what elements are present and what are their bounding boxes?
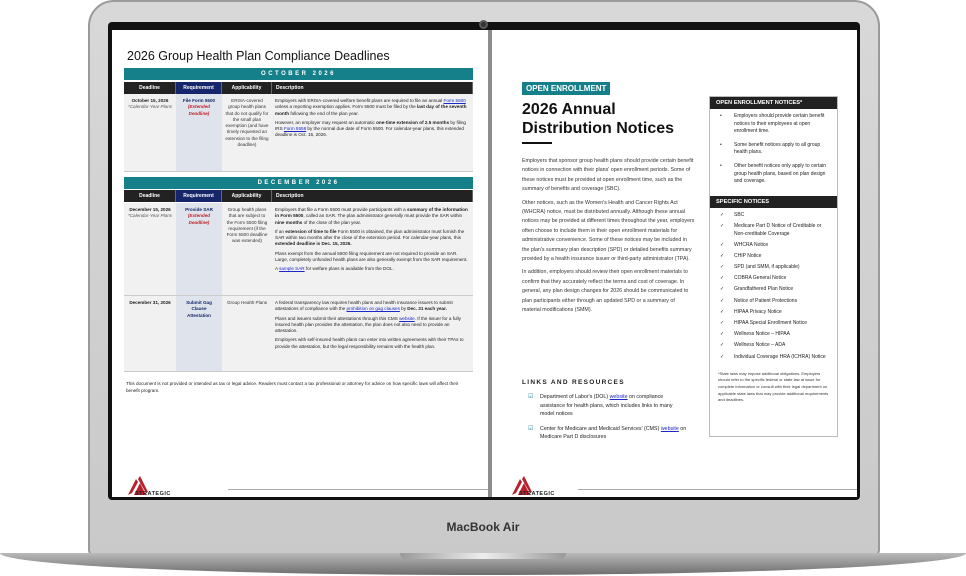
disclaimer: This document is not provided or intended as tax or legal advice. Readers must contact a tax professional or attorney for advice on how specific laws will affect their benefit program.	[126, 381, 459, 393]
bold-text: Dec. 31 each year.	[407, 306, 447, 312]
bullet-item	[720, 163, 829, 186]
strategic-logo	[510, 476, 570, 497]
checkmark-icon: ✓	[720, 308, 725, 315]
column-header: Requirement	[176, 82, 222, 94]
notice-text: SPD (and SMM, if applicable)	[734, 264, 800, 271]
bullet-text: Other benefit notices only apply to certain group health plans, based on plan design and coverage.	[734, 162, 826, 185]
deadline-date: December 15, 2026	[129, 207, 171, 212]
logo-text: STRATEGIC	[519, 491, 555, 497]
logo-text: STRATEGIC	[135, 491, 171, 497]
text: Employers that file a Form 5500 must provide participants with a	[275, 207, 408, 212]
applicability-cell: ERISA-covered group health plans that do not qualify for the small plan exemption (and have timely requested an extension to the filing deadline)	[225, 98, 269, 148]
notice-text: WHCRA Notice	[734, 241, 769, 248]
deadline-cell	[124, 203, 176, 295]
resource-link-item	[528, 393, 688, 419]
notice-text: HIPAA Privacy Notice	[734, 308, 782, 315]
table-header	[124, 190, 473, 202]
table-header	[124, 82, 473, 94]
notice-item	[720, 275, 829, 283]
intro-text	[522, 157, 695, 320]
checkmark-icon: ✓	[720, 297, 725, 304]
links-list	[528, 393, 688, 448]
text: on Medicare Part D disclosures	[540, 425, 687, 441]
description-paragraph	[275, 229, 470, 248]
notice-text: SBC	[734, 211, 745, 218]
column-header: Description	[272, 190, 473, 202]
notice-item	[720, 331, 829, 339]
notice-text: Wellness Notice – HIPAA	[734, 331, 790, 338]
bullet-icon: •	[720, 141, 722, 148]
column-header: Applicability	[222, 190, 272, 202]
text: Center for Medicare and Medicaid Services' (CMS)	[540, 425, 661, 432]
deadline-note: *Calendar-Year Plans	[127, 213, 173, 219]
bold-text: last day of the seventh month	[275, 104, 467, 116]
link[interactable]: website	[660, 425, 679, 432]
bold-text: extended deadline is Dec. 15, 2026.	[275, 241, 352, 247]
requirement-note: (Extended Deadline)	[187, 104, 211, 116]
requirement-cell	[176, 94, 222, 171]
text: , called an SAR. The plan administrator generally must provide the SAR within	[303, 213, 463, 219]
text: Employers with self-insured health plans can enter into written agreements with their TPAs to provide the attestation, but the legal responsibility remains with the health plan.	[275, 337, 464, 349]
description-paragraph	[275, 266, 470, 272]
notice-text: CHIP Notice	[734, 252, 762, 259]
column-header: Requirement	[176, 190, 222, 202]
notice-text: HIPAA Special Enrollment Notice	[734, 320, 807, 327]
checkmark-icon: ✓	[720, 252, 725, 259]
notice-item	[720, 354, 829, 362]
column-header: Description	[272, 82, 473, 94]
requirement: Provide SAR	[185, 207, 213, 212]
camera-icon	[479, 20, 488, 29]
sidebar-heading: SPECIFIC NOTICES	[710, 196, 837, 208]
checkbox-icon: ☑	[528, 425, 534, 432]
text: by the normal due date of Form 5500. For calendar-year plans, this extended deadline is Oct. 15, 2026.	[275, 126, 464, 138]
notice-item	[720, 242, 829, 250]
bold-text: one-time extension of 2.5 months	[376, 119, 450, 125]
applicability-cell: Group Health Plans	[226, 300, 268, 305]
requirement-cell	[176, 296, 222, 371]
checkmark-icon: ✓	[720, 275, 725, 282]
footnote: *State laws may impose additional obligations. Employers should refer to the specific federal or state law at issue for complete information or consult with their legal department on applicable state laws that may provide additional requirements and deadlines.	[718, 370, 829, 403]
text: on compliance assistance for health plans, which includes links to many model notices	[540, 394, 673, 418]
checkmark-icon: ✓	[720, 286, 725, 293]
bold-text: nine months	[275, 219, 303, 225]
bullet-icon: •	[720, 113, 722, 119]
description-paragraph	[275, 251, 470, 264]
checkmark-icon: ✓	[720, 222, 725, 229]
screen	[112, 30, 857, 497]
notice-item	[720, 253, 829, 261]
notice-text: Notice of Patient Protections	[734, 297, 798, 304]
notice-item	[720, 223, 829, 238]
bullet-list	[710, 109, 837, 196]
description-paragraph	[275, 207, 470, 226]
text: Plans exempt from the annual 5500 filing requirement are not required to provide an SAR. Large, completely unfunded health plans are also generally exempt from the SAR requirement.	[275, 250, 468, 263]
text: unless a reporting exemption applies. Form 5500 must be filed by the	[275, 104, 417, 110]
table-row	[124, 296, 473, 372]
text: Form 5500 is obtained, the plan administrator must furnish the SAR within two months after the close of the extension period. For calendar-year plans, this	[275, 228, 465, 241]
table-row	[124, 94, 473, 172]
page-title: 2026 Group Health Plan Compliance Deadlines	[127, 49, 390, 63]
text: following the end of the plan year.	[289, 110, 359, 116]
notice-item	[720, 298, 829, 306]
notice-text: COBRA General Notice	[734, 275, 787, 282]
checkmark-icon: ✓	[720, 320, 725, 327]
bold-text: extension of time to file	[285, 228, 337, 234]
description-cell	[272, 94, 473, 171]
bullet-icon: •	[720, 162, 722, 169]
notice-text: Medicare Part D Notice of Creditable or Non-creditable Coverage	[734, 222, 822, 237]
paragraph: Employers that sponsor group health plans should provide certain benefit notices in connection with their plans' open enrollment periods. Some of these notices must be provided at open enrollment time, such as the summary of benefits and coverage (SBC).	[522, 158, 694, 193]
deadline-date: December 31, 2026	[129, 300, 171, 305]
requirement: File Form 5500	[182, 98, 216, 103]
link[interactable]: Form 5558	[283, 126, 307, 132]
device-label: MacBook Air	[446, 520, 520, 534]
requirement-cell	[176, 203, 222, 295]
notice-list	[710, 208, 837, 369]
page-title: 2026 Annual Distribution Notices	[522, 101, 675, 137]
link[interactable]: Form 5500	[443, 98, 466, 103]
lid-notch	[400, 553, 566, 559]
requirement-note: (Extended Deadline)	[187, 213, 211, 225]
deadline-note: *Calendar-Year Plans	[127, 104, 173, 110]
notice-item	[720, 286, 829, 294]
month-band: OCTOBER 2026	[124, 68, 473, 80]
description-paragraph	[275, 337, 470, 350]
notices-sidebar	[709, 96, 838, 437]
text: A federal transparency law requires health plans and health insurance issuers to submit attestations of compliance with the	[275, 300, 453, 312]
bullet-text: Some benefit notices apply to all group health plans.	[734, 141, 821, 156]
notice-item	[720, 342, 829, 350]
checkbox-icon: ☑	[528, 394, 534, 400]
text: Employers with ERISA-covered welfare benefit plans are required to file an annual	[275, 98, 444, 103]
checkmark-icon: ✓	[720, 342, 725, 349]
bullet-item	[720, 113, 829, 136]
paragraph: Other notices, such as the Women's Health and Cancer Rights Act (WHCRA) notice, must be distributed annually. Although these annual notices may be provided at different times throughout the year, employers often choose to include them in their open enrollment materials for administrative convenience. Some of these notices may be included in the plan's summary plan description (SPD) or detailed benefits summary provided by a health insurance issuer or third-party administrator (TPA).	[522, 199, 695, 263]
footer-line	[228, 489, 488, 490]
checkmark-icon: ✓	[720, 264, 725, 271]
footer-line	[578, 489, 857, 490]
deadline-cell	[124, 296, 176, 371]
notice-item	[720, 212, 829, 220]
description-cell	[272, 296, 473, 371]
checkmark-icon: ✓	[720, 241, 725, 248]
strategic-logo	[126, 476, 186, 497]
notice-item	[720, 264, 829, 272]
description-paragraph	[275, 316, 470, 335]
notice-item	[720, 309, 829, 317]
checkmark-icon: ✓	[720, 331, 725, 338]
column-header: Applicability	[222, 82, 272, 94]
column-header: Deadline	[124, 82, 176, 94]
link[interactable]: website	[399, 315, 415, 321]
bullet-item	[720, 142, 829, 157]
description-paragraph	[275, 98, 470, 117]
notice-text: Wellness Notice – ADA	[734, 342, 786, 349]
link[interactable]: sample SAR	[279, 266, 305, 272]
text: of the close of the plan year.	[302, 219, 362, 225]
text: . If the issuer for a fully insured health plan provides the attestation, the plan does not also need to provide an attestation.	[275, 315, 461, 334]
requirement: Submit Gag Clause Attestation	[186, 300, 212, 318]
sidebar-heading: OPEN ENROLLMENT NOTICES*	[710, 97, 837, 109]
text: A	[275, 266, 280, 272]
notice-item	[720, 320, 829, 328]
resource-link-item	[528, 425, 688, 442]
description-paragraph	[275, 300, 470, 313]
text: for welfare plans is available from the DOL.	[304, 266, 394, 272]
table-row	[124, 203, 473, 296]
text: by	[399, 306, 408, 312]
text: Plans and issuers submit their attestations through this CMS	[275, 315, 400, 321]
text: by filing IRS	[275, 119, 466, 132]
link[interactable]: prohibition on gag clauses	[346, 306, 400, 312]
title-rule	[522, 142, 552, 144]
column-header: Deadline	[124, 190, 176, 202]
paragraph: In addition, employers should review their open enrollment materials to confirm that they accurately reflect the terms and cost of coverage. In general, any plan design changes for 2026 should be communicated to plan participants either through an updated SPD or a summary of material modifications (SMM).	[522, 269, 689, 314]
link[interactable]: website	[609, 394, 628, 400]
notice-text: Grandfathered Plan Notice	[734, 286, 794, 293]
section-tag: OPEN ENROLLMENT	[522, 82, 610, 95]
description-cell	[272, 203, 473, 295]
text: However, an employer may request an automatic	[275, 119, 377, 125]
text: If an	[275, 228, 286, 234]
deadline-cell	[124, 94, 176, 171]
notice-text: Individual Coverage HRA (ICHRA) Notice	[734, 353, 826, 360]
checkmark-icon: ✓	[720, 353, 725, 360]
applicability-cell: Group health plans that are subject to the Form 5500 filing requirement (if the Form 5500 deadline was extended)	[226, 207, 268, 244]
checkmark-icon: ✓	[720, 211, 725, 218]
annual-notices-page	[492, 30, 857, 497]
bullet-text: Employers should provide certain benefit notices to their employees at open enrollment time.	[734, 113, 825, 135]
text: Department of Labor's (DOL)	[540, 394, 610, 400]
deadline-date: October 15, 2026	[131, 98, 169, 103]
compliance-deadlines-page	[112, 30, 488, 497]
links-heading: LINKS AND RESOURCES	[522, 379, 625, 386]
description-paragraph	[275, 120, 470, 139]
month-band: DECEMBER 2026	[124, 177, 473, 189]
bold-text: summary of the information in Form 5500	[275, 207, 468, 219]
